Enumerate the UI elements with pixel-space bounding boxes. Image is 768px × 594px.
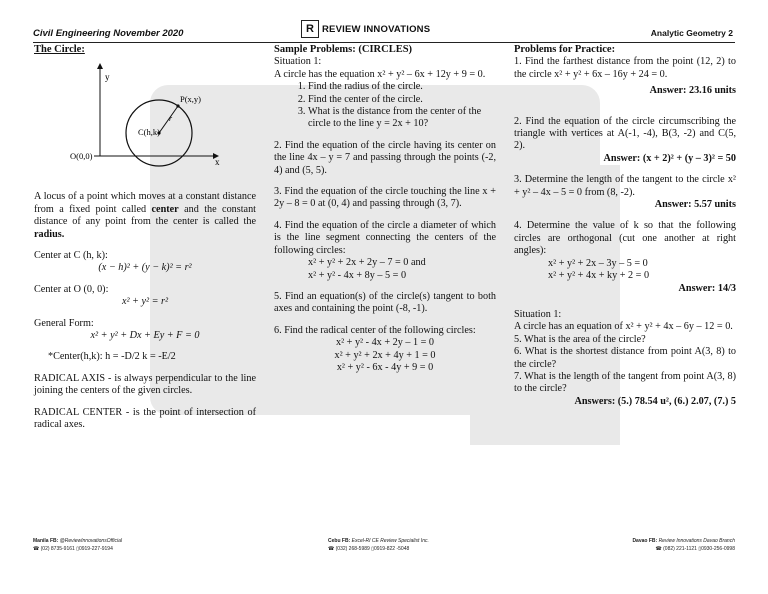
situation-subquestions	[274, 81, 496, 131]
radius-label: r	[169, 114, 173, 124]
footer-davao	[632, 537, 735, 553]
footer-cebu	[328, 537, 429, 553]
situation-label: Situation 1:	[514, 308, 562, 320]
circle-definition	[34, 191, 256, 241]
definition-center-term: center	[151, 203, 179, 215]
problem-4-equation-2: x² + y² - 4x + 8y – 5 = 0	[308, 269, 407, 281]
answers-5-7: Answers: (5.) 78.54 u², (6.) 2.07, (7.) 5	[574, 395, 736, 407]
y-axis-label: y	[105, 72, 110, 83]
circle-diagram	[34, 56, 256, 191]
header-subject: Analytic Geometry 2	[650, 28, 733, 38]
review-innovations-logo: R	[301, 20, 319, 38]
footer-cebu-fb: Excel-RI CE Review Specialist Inc.	[351, 538, 429, 544]
circle-diagram-svg	[34, 56, 256, 191]
general-form-label: General Form:	[34, 317, 94, 329]
definition-text-2: and the constant distance of any point from the center is called the	[34, 203, 256, 228]
problem-6-equation-1: x² + y² - 4x + 2y – 1 = 0	[335, 337, 435, 349]
footer-cebu-phone: ☎ (032) 268-5989 ▯0919-822 -5048	[328, 546, 410, 552]
general-form-equation: x² + y² + Dx + Ey + F = 0	[90, 330, 200, 342]
answer-3: Answer: 5.57 units	[654, 199, 736, 211]
problem-3: 3. Find the equation of the circle touching the line x + 2y – 8 = 0 at (0, 4) and passing through (3, 7).	[274, 186, 496, 210]
answer-4: Answer: 14/3	[678, 282, 736, 294]
center-hk-equation: (x − h)² + (y − k)² = r²	[98, 262, 192, 274]
practice-problem-4-equation-2: x² + y² + 4x + ky + 2 = 0	[548, 270, 650, 282]
radical-axis-definition: RADICAL AXIS - is always perpendicular to the line joining the centers of the given circles.	[34, 372, 256, 397]
center-formula: *Center(h,k): h = -D/2 k = -E/2	[48, 351, 176, 363]
origin-label: O(0,0)	[70, 151, 93, 162]
brand-name: REVIEW INNOVATIONS	[322, 23, 431, 35]
footer-cebu-label: Cebu FB:	[328, 538, 351, 544]
column-practice-problems	[514, 44, 736, 408]
list-item: 1. Find the radius of the circle.	[308, 81, 496, 93]
practice-problem-4-equation-1: x² + y² + 2x – 3y – 5 = 0	[548, 257, 648, 269]
definition-radius-term: radius.	[34, 228, 65, 240]
footer-davao-phone: ☎ (082) 221-1121 ▯0930-256-0998	[655, 546, 735, 552]
problem-6-equation-3: x² + y² - 6x - 4y + 9 = 0	[336, 361, 434, 373]
answer-1: Answer: 23.16 units	[649, 85, 736, 97]
radical-center-definition: RADICAL CENTER - is the point of intersection of radical axes.	[34, 406, 256, 431]
footer-manila-fb: @ReviewInnovationsOfficial	[59, 538, 122, 544]
practice-problem-4: 4. Determine the value of k so that the following circles are orthogonal (cut one another at right angles):	[514, 220, 736, 257]
page-header	[33, 23, 735, 43]
center-origin-equation: x² + y² = r²	[121, 296, 169, 308]
practice-problem-2: 2. Find the equation of the circle circumscribing the triangle with vertices at A(-1, -4), B(3, -2) and C(5, 2).	[514, 115, 736, 152]
list-item: 2. Find the center of the circle.	[308, 94, 496, 106]
problem-6: 6. Find the radical center of the following circles:	[274, 324, 476, 336]
x-axis-label: x	[215, 157, 220, 168]
situation-label: Situation 1:	[274, 56, 322, 68]
section-title: The Circle:	[34, 44, 85, 55]
problem-4: 4. Find the equation of the circle a diameter of which is the line segment connecting the centers of the following circles:	[274, 219, 496, 256]
practice-problem-3: 3. Determine the length of the tangent to the circle x² + y² – 4x – 5 = 0 from (8, -2).	[514, 174, 736, 198]
problem-5: 5. Find an equation(s) of the circle(s) tangent to both axes and containing the point (-8, -1).	[274, 290, 496, 315]
answer-2: Answer: (x + 2)² + (y – 3)² = 50	[603, 152, 736, 164]
center-origin-label: Center at O (0, 0):	[34, 283, 109, 295]
problem-4-equation-1: x² + y² + 2x + 2y – 7 = 0 and	[308, 257, 426, 269]
header-brand	[301, 20, 430, 38]
problem-6-equation-2: x² + y² + 2x + 4y + 1 = 0	[334, 349, 436, 361]
column-circle-theory	[34, 44, 256, 432]
footer-davao-fb: Review Innovations Davao Branch	[658, 538, 735, 544]
footer-manila-label: Manila FB:	[33, 538, 59, 544]
practice-question-5: 5. What is the area of the circle?	[514, 333, 646, 345]
section-title: Sample Problems: (CIRCLES)	[274, 44, 413, 55]
footer-davao-label: Davao FB:	[632, 538, 658, 544]
footer-manila	[33, 537, 122, 553]
center-hk-label: Center at C (h, k):	[34, 250, 108, 262]
point-p-label: P(x,y)	[180, 94, 202, 105]
problem-2: 2. Find the equation of the circle having its center on the line 4x – y = 7 and passing through the points (-2, 4) and (5, 5).	[274, 139, 496, 176]
center-label: C(h,k)	[138, 127, 160, 138]
column-sample-problems	[274, 44, 496, 374]
practice-problem-1: 1. Find the farthest distance from the point (12, 2) to the circle x² + y² + 6x – 16y + 24 = 0.	[514, 56, 736, 80]
practice-question-6: 6. What is the shortest distance from point A(3, 8) to the circle?	[514, 346, 736, 370]
situation-text: A circle has the equation x² + y² – 6x + 12y + 9 = 0.	[274, 68, 486, 80]
practice-question-7: 7. What is the length of the tangent from point A(3, 8) to the circle?	[514, 370, 736, 395]
definition-text: A locus of a point which moves at a constant distance from a fixed point called	[34, 191, 256, 215]
header-course-title: Civil Engineering November 2020	[33, 28, 184, 39]
list-item: 3. What is the distance from the center of the circle to the line y = 2x + 10?	[308, 106, 496, 131]
situation-text: A circle has an equation of x² + y² + 4x – 6y – 12 = 0.	[514, 321, 733, 333]
footer-manila-phone: ☎ (02) 8735-9161 ▯0919-227-9194	[33, 546, 113, 552]
section-title: Problems for Practice:	[514, 44, 616, 55]
